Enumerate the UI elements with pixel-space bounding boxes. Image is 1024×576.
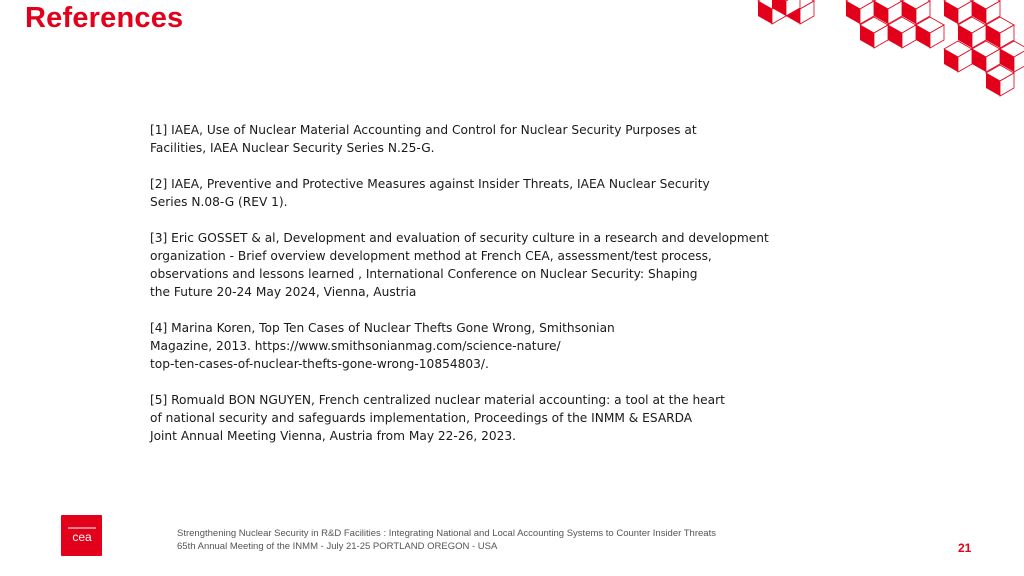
page-number: 21 <box>958 541 972 555</box>
footer-line-2: 65th Annual Meeting of the INMM - July 21-25 PORTLAND OREGON - USA <box>177 541 498 552</box>
cube-pattern-decoration <box>750 0 1024 110</box>
logo-text: cea <box>71 529 92 544</box>
reference-item: [1] IAEA, Use of Nuclear Material Accounting and Control for Nuclear Security Purposes at Facilities, IAEA Nuclear Security Series N.25-G. <box>150 123 697 155</box>
references-list <box>150 121 790 463</box>
footer-line-1: Strengthening Nuclear Security in R&D Facilities : Integrating National and Local Accounting Systems to Counter Insider Threats <box>177 528 716 539</box>
cea-logo-icon <box>61 515 102 556</box>
reference-item: [4] Marina Koren, Top Ten Cases of Nuclear Thefts Gone Wrong, Smithsonian Magazine, 2013. https://www.smithsonianmag.com/science-nature/ top-ten-cases-of-nuclear-thefts-gone-wrong-10854803/. <box>150 321 615 371</box>
page-title: References <box>25 2 184 34</box>
reference-item: [2] IAEA, Preventive and Protective Measures against Insider Threats, IAEA Nuclear Security Series N.08-G (REV 1). <box>150 177 710 209</box>
reference-item: [5] Romuald BON NGUYEN, French centralized nuclear material accounting: a tool at the heart of national security and safeguards implementation, Proceedings of the INMM & ESARDA Joint Annual Meeting Vienna, Austria from May 22-26, 2023. <box>150 393 725 443</box>
footer-text <box>177 527 877 553</box>
reference-item: [3] Eric GOSSET & al, Development and evaluation of security culture in a research and development organization - Brief overview development method at French CEA, assessment/test process, observations and lessons learned , International Conference on Nuclear Security: Shaping the Future 20-24 May 2024, Vienna, Austria <box>150 231 769 299</box>
